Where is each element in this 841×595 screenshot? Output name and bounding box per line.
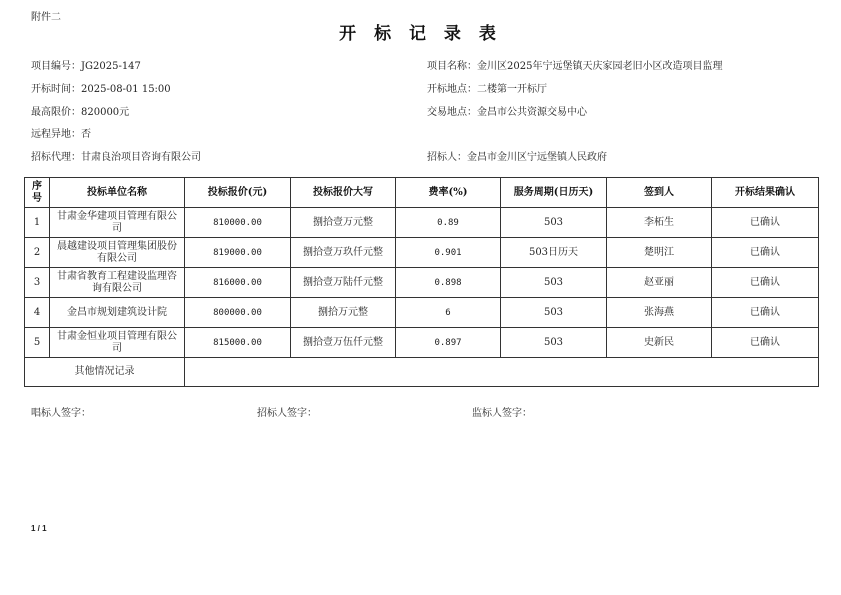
bid-record-table: [24, 177, 819, 387]
cell-price-upper: 捌拾万元整: [291, 298, 396, 328]
header-rate: 费率(%): [396, 178, 501, 208]
cell-period: 503: [501, 208, 607, 238]
cell-confirm: 已确认: [712, 268, 819, 298]
cell-signer: 赵亚丽: [607, 268, 712, 298]
cell-period: 503: [501, 298, 607, 328]
other-notes-label: 其他情况记录: [25, 358, 185, 387]
cell-signer: 史新民: [607, 328, 712, 358]
other-notes-row: [25, 358, 819, 387]
cell-confirm: 已确认: [712, 208, 819, 238]
cell-seq: 2: [25, 238, 50, 268]
cell-price-upper: 捌拾壹万元整: [291, 208, 396, 238]
cell-company: 甘肃省教育工程建设监理咨询有限公司: [50, 268, 185, 298]
table-row: [25, 298, 819, 328]
table-row: [25, 238, 819, 268]
cell-confirm: 已确认: [712, 328, 819, 358]
trade-location: 交易地点：金昌市公共资源交易中心: [427, 107, 587, 118]
cell-company: 金昌市规划建筑设计院: [50, 298, 185, 328]
cell-seq: 5: [25, 328, 50, 358]
cell-confirm: 已确认: [712, 298, 819, 328]
table-row: [25, 268, 819, 298]
max-price: 最高限价：820000元: [31, 107, 130, 118]
header-company: 投标单位名称: [50, 178, 185, 208]
header-price: 投标报价(元): [185, 178, 291, 208]
cell-company: 甘肃金恒业项目管理有限公司: [50, 328, 185, 358]
cell-price: 800000.00: [185, 298, 291, 328]
tenderer-signature: 招标人签字：: [257, 408, 317, 419]
cell-price-upper: 捌拾壹万玖仟元整: [291, 238, 396, 268]
header-period: 服务周期(日历天): [501, 178, 607, 208]
table-header-row: [25, 178, 819, 208]
cell-seq: 1: [25, 208, 50, 238]
cell-signer: 张海燕: [607, 298, 712, 328]
tender-agent: 招标代理：甘肃良治项目咨询有限公司: [31, 152, 201, 163]
open-time: 开标时间：2025-08-01 15:00: [31, 84, 171, 95]
project-number: 项目编号：JG2025-147: [31, 61, 141, 72]
cell-rate: 0.89: [396, 208, 501, 238]
header-signer: 签到人: [607, 178, 712, 208]
cell-rate: 0.897: [396, 328, 501, 358]
cell-price-upper: 捌拾壹万伍仟元整: [291, 328, 396, 358]
cell-period: 503: [501, 268, 607, 298]
cell-price: 810000.00: [185, 208, 291, 238]
cell-price: 819000.00: [185, 238, 291, 268]
open-location: 开标地点：二楼第一开标厅: [427, 84, 547, 95]
cell-company: 甘肃金华建项目管理有限公司: [50, 208, 185, 238]
page-number: 1 / 1: [31, 524, 47, 533]
cell-rate: 6: [396, 298, 501, 328]
attachment-label: 附件二: [31, 12, 61, 23]
cell-rate: 0.898: [396, 268, 501, 298]
cell-price-upper: 捌拾壹万陆仟元整: [291, 268, 396, 298]
other-notes-value: [185, 358, 819, 387]
cell-signer: 李柘生: [607, 208, 712, 238]
cell-confirm: 已确认: [712, 238, 819, 268]
header-price-upper: 投标报价大写: [291, 178, 396, 208]
supervisor-signature: 监标人签字：: [472, 408, 532, 419]
cell-seq: 3: [25, 268, 50, 298]
tenderer: 招标人：金昌市金川区宁远堡镇人民政府: [427, 152, 607, 163]
header-confirm: 开标结果确认: [712, 178, 819, 208]
project-name: 项目名称：金川区2025年宁远堡镇天庆家园老旧小区改造项目监理: [427, 61, 723, 72]
remote-offsite: 远程异地：否: [31, 129, 91, 140]
cell-period: 503: [501, 328, 607, 358]
cell-period: 503日历天: [501, 238, 607, 268]
cell-rate: 0.901: [396, 238, 501, 268]
cell-signer: 楚明江: [607, 238, 712, 268]
announcer-signature: 唱标人签字：: [31, 408, 91, 419]
header-seq: 序号: [25, 178, 50, 208]
table-row: [25, 208, 819, 238]
cell-price: 815000.00: [185, 328, 291, 358]
document-title: 开 标 记 录 表: [339, 24, 502, 44]
cell-company: 晨越建设项目管理集团股份有限公司: [50, 238, 185, 268]
cell-seq: 4: [25, 298, 50, 328]
cell-price: 816000.00: [185, 268, 291, 298]
table-row: [25, 328, 819, 358]
